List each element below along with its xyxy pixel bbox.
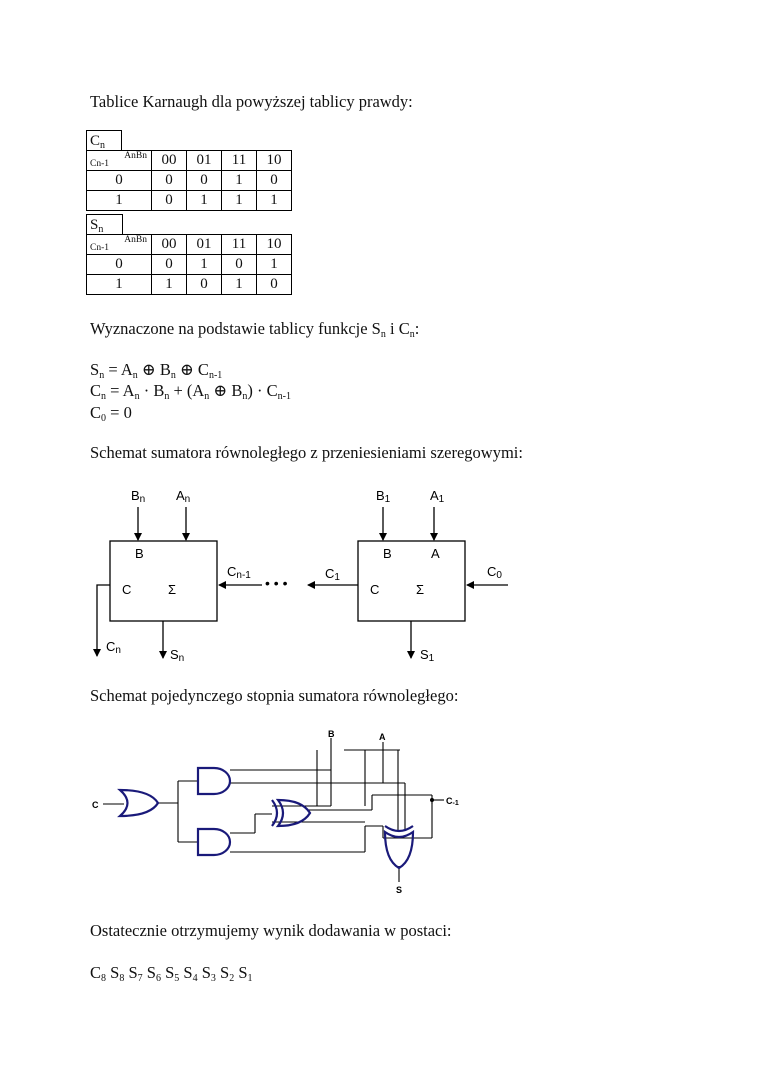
result-item: $S_5$ (165, 963, 180, 984)
kmap-cn-col: 01 (187, 151, 222, 171)
stage-gates (120, 768, 413, 868)
stage-label-c-out: C (92, 800, 99, 810)
kmap-cn-cell: 1 (187, 191, 222, 211)
kmap-cn-cell: 0 (257, 171, 292, 191)
label-cn-out: Cn (106, 639, 121, 656)
equation-sn: $S_n = A_n$ ⊕ $B_n$ ⊕ $C_{n-1}$ (90, 360, 223, 381)
stage-circuit (103, 738, 432, 882)
kmap-cn-cell: 1 (222, 191, 257, 211)
stage-label-a: A (379, 732, 386, 742)
kmap-sn-title: $S_n$ (86, 214, 123, 234)
kmap-cn-col: 10 (257, 151, 292, 171)
stage-label-c-in: C-1 (446, 796, 459, 807)
result-sequence (90, 963, 253, 989)
kmap-sn-col: 01 (187, 235, 222, 255)
label-s1: S1 (420, 647, 435, 664)
kmap-sn-cell: 1 (187, 255, 222, 275)
label-b1: B1 (376, 488, 391, 505)
xor-gate-output (385, 832, 413, 868)
final-heading: Ostatecznie otrzymujemy wynik dodawania w postaci: (90, 921, 452, 940)
kmap-cn-col: 00 (152, 151, 187, 171)
right-block-a-label: A (431, 546, 440, 561)
kmap-cn-title: $C_n$ (86, 130, 122, 150)
kmap-cn-col: 11 (222, 151, 257, 171)
result-item: $S_7$ (128, 963, 143, 984)
and-gate-bottom (198, 829, 230, 855)
intro-text: Tablice Karnaugh dla powyższej tablicy prawdy: (90, 92, 413, 111)
right-block-b-label: B (383, 546, 392, 561)
kmap-sn-cell: 0 (257, 275, 292, 295)
kmap-sn-col: 11 (222, 235, 257, 255)
kmap-sn-cell: 0 (222, 255, 257, 275)
kmap-cn (86, 150, 292, 211)
result-item: $S_3$ (201, 963, 216, 984)
label-a1: A1 (430, 488, 445, 505)
junction-dot (430, 798, 434, 802)
label-cn-1: Cn-1 (227, 564, 251, 581)
label-sn: Sn (170, 647, 185, 664)
left-adder-block (110, 541, 217, 621)
kmap-sn-row-label: 0 (87, 255, 152, 275)
label-c1: C1 (325, 566, 340, 583)
result-item: $S_1$ (238, 963, 253, 984)
kmap-cn-cell: 0 (187, 171, 222, 191)
kmap-cn-cell: 1 (257, 191, 292, 211)
and-gate-top (198, 768, 230, 794)
kmap-cn-cell: 0 (152, 191, 187, 211)
left-block-b-label: B (135, 546, 144, 561)
stage-heading: Schemat pojedynczego stopnia sumatora równoległego: (90, 686, 459, 705)
serial-heading: Schemat sumatora równoległego z przeniesieniami szeregowymi: (90, 443, 523, 462)
right-block-c-label: C (370, 582, 380, 597)
kmap-cn-row-label: 0 (87, 171, 152, 191)
result-item: $S_2$ (220, 963, 235, 984)
kmap-sn-cell: 1 (152, 275, 187, 295)
kmap-sn-cell: 0 (187, 275, 222, 295)
left-block-c-label: C (122, 582, 132, 597)
stage-label-s: S (396, 885, 403, 895)
kmap-cn-corner: Cn-1 AnBn (87, 151, 152, 171)
kmap-cn-cell: 0 (152, 171, 187, 191)
kmap-cn-row-label: 1 (87, 191, 152, 211)
label-c0: C0 (487, 564, 502, 581)
kmap-sn-cell: 1 (222, 275, 257, 295)
kmap-sn (86, 234, 292, 295)
equation-c0: $C_0 = 0$ (90, 403, 132, 424)
xor-gate-middle (278, 800, 310, 826)
result-item: $C_8$ (90, 963, 107, 984)
kmap-sn-row-label: 1 (87, 275, 152, 295)
or-gate (120, 790, 158, 816)
kmap-cn-cell: 1 (222, 171, 257, 191)
kmap-sn-corner: Cn-1 AnBn (87, 235, 152, 255)
kmap-sn-cell: 1 (257, 255, 292, 275)
label-bn: Bn (131, 488, 146, 505)
functions-heading: Wyznaczone na podstawie tablicy funkcje $S_n$ i $C_n$: (90, 319, 420, 340)
result-item: $S_6$ (146, 963, 161, 984)
arrow-cn-out (97, 585, 110, 656)
result-item: $S_8$ (110, 963, 125, 984)
label-an: An (176, 488, 191, 505)
right-block-sigma: Σ (416, 582, 425, 597)
left-block-sigma: Σ (168, 582, 177, 597)
ellipsis: • • • (265, 575, 288, 591)
stage-label-b: B (328, 729, 335, 739)
kmap-sn-col: 10 (257, 235, 292, 255)
kmap-sn-col: 00 (152, 235, 187, 255)
result-item: $S_4$ (183, 963, 198, 984)
right-adder-block (358, 541, 465, 621)
equation-cn: $C_n = A_n \cdot B_n + (A_n$ ⊕ $B_n) \cdot C_{n-1}$ (90, 381, 291, 402)
kmap-sn-cell: 0 (152, 255, 187, 275)
